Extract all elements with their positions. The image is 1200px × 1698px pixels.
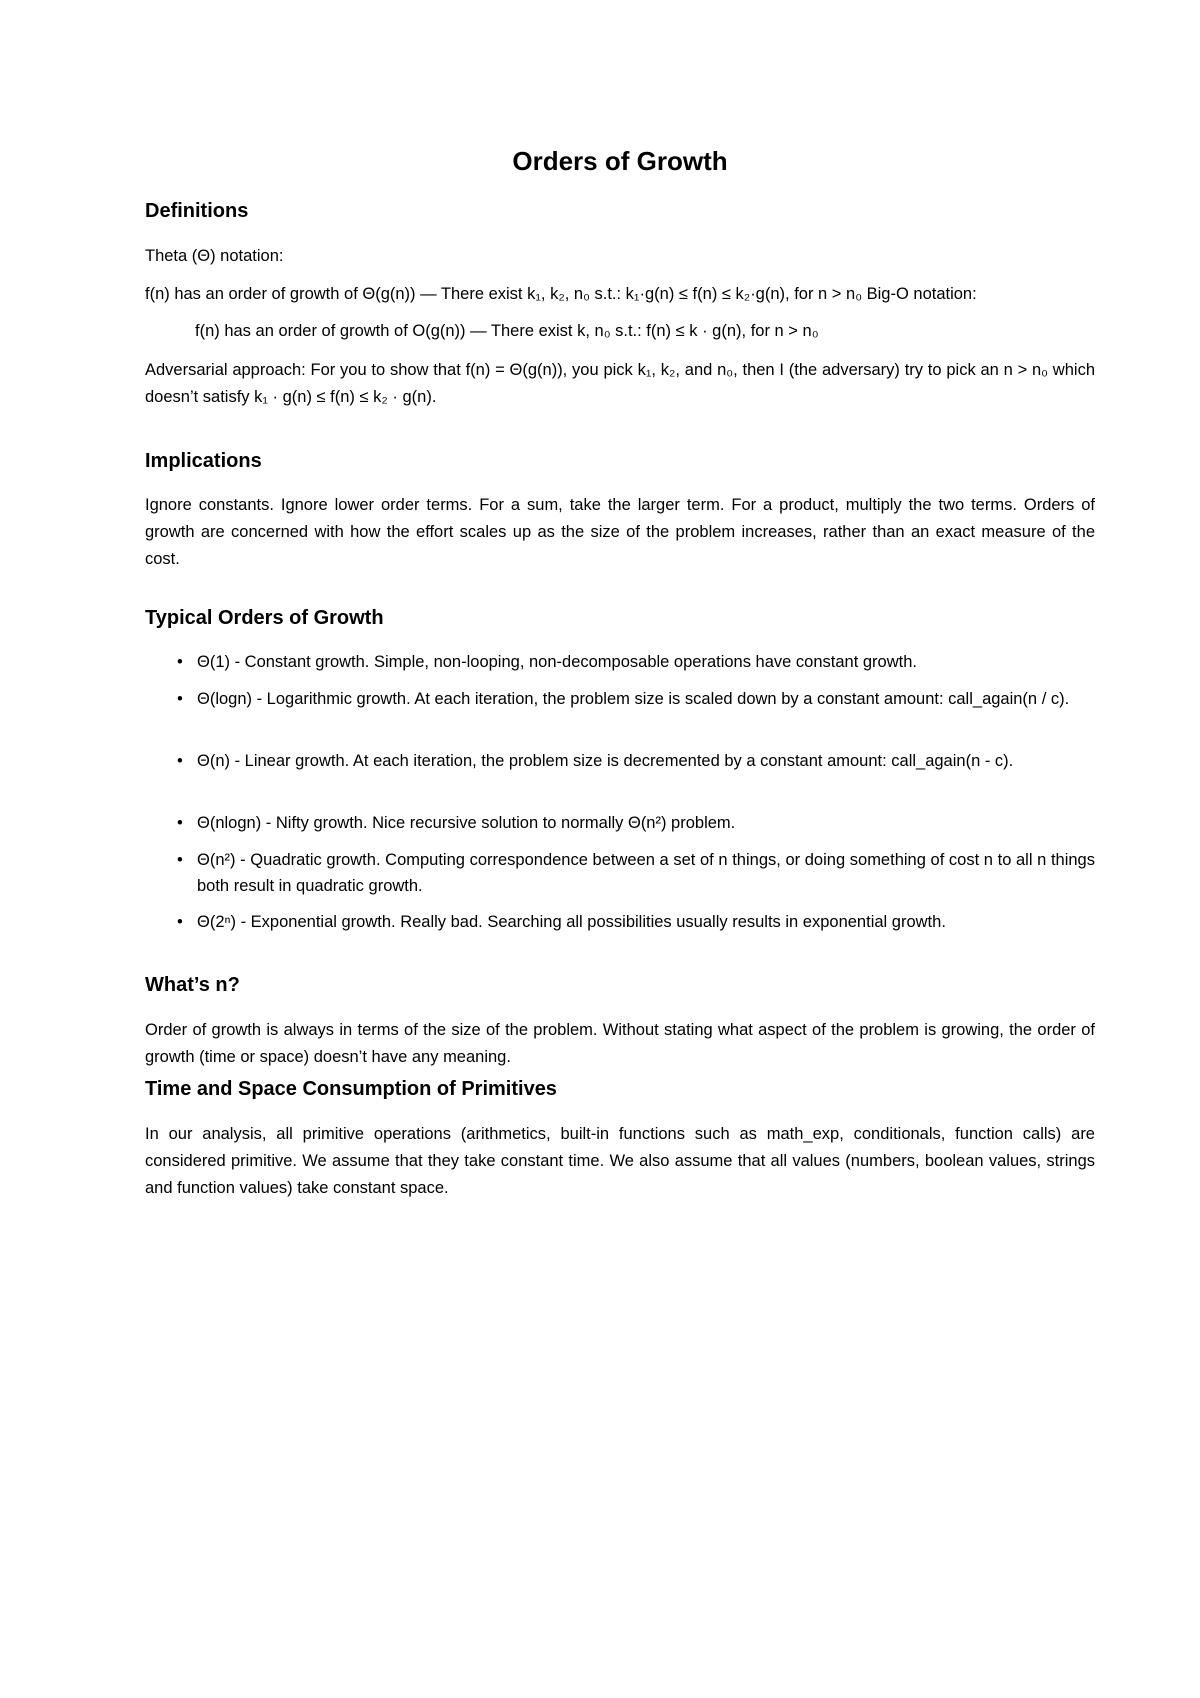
order-constant: Θ(1) - Constant growth. Simple, non-looping, non-decomposable operations have constant growth. (197, 653, 917, 671)
page-title: Orders of Growth (512, 146, 728, 176)
bigo-definition: f(n) has an order of growth of O(g(n)) — There exist k, n₀ s.t.: f(n) ≤ k · g(n), for n > n₀ (195, 322, 819, 340)
adversarial-approach: Adversarial approach: For you to show that f(n) = Θ(g(n)), you pick k₁, k₂, and n₀, then I (the adversary) try to pick an n > n₀ which doesn’t satisfy k₁ · g(n) ≤ f(n) ≤ k₂ · g(n). (145, 361, 1095, 406)
implications-text: Ignore constants. Ignore lower order terms. For a sum, take the larger term. For a product, multiply the two terms. Orders of growth are concerned with how the effort scales up as the size of the problem increases, rather than an exact measure of the cost. (145, 496, 1095, 568)
order-quadratic: Θ(n²) - Quadratic growth. Computing correspondence between a set of n things, or doing something of cost n to all n things both result in quadratic growth. (197, 851, 1095, 895)
theta-definition: f(n) has an order of growth of Θ(g(n)) — There exist k₁, k₂, n₀ s.t.: k₁·g(n) ≤ f(n) ≤ k₂·g(n), for n > n₀ Big-O notation: (145, 285, 977, 303)
implications-heading: Implications (145, 450, 262, 472)
whats-n-heading: What’s n? (145, 974, 240, 996)
order-logarithmic: Θ(logn) - Logarithmic growth. At each iteration, the problem size is scaled down by a constant amount: call_again(n / c). (197, 690, 1070, 708)
bullet: • (177, 690, 183, 708)
bullet: • (177, 913, 183, 931)
bullet: • (177, 752, 183, 770)
primitives-heading: Time and Space Consumption of Primitives (145, 1078, 557, 1100)
order-exponential: Θ(2ⁿ) - Exponential growth. Really bad. Searching all possibilities usually results in exponential growth. (197, 913, 946, 931)
bullet: • (177, 653, 183, 671)
order-nlogn: Θ(nlogn) - Nifty growth. Nice recursive solution to normally Θ(n²) problem. (197, 814, 736, 832)
whats-n-text: Order of growth is always in terms of the size of the problem. Without stating what aspect of the problem is growing, the order of growth (time or space) doesn’t have any meaning. (145, 1021, 1095, 1066)
bullet: • (177, 851, 183, 869)
definitions-heading: Definitions (145, 200, 249, 222)
primitives-text: In our analysis, all primitive operations (arithmetics, built-in functions such as math_exp, conditionals, function calls) are considered primitive. We assume that they take constant time. We also assume that all values (numbers, boolean values, strings and function values) take constant space. (145, 1125, 1095, 1197)
order-linear: Θ(n) - Linear growth. At each iteration, the problem size is decremented by a constant amount: call_again(n - c). (197, 752, 1014, 770)
typical-orders-heading: Typical Orders of Growth (145, 607, 384, 629)
theta-label: Theta (Θ) notation: (145, 247, 284, 265)
bullet: • (177, 814, 183, 832)
